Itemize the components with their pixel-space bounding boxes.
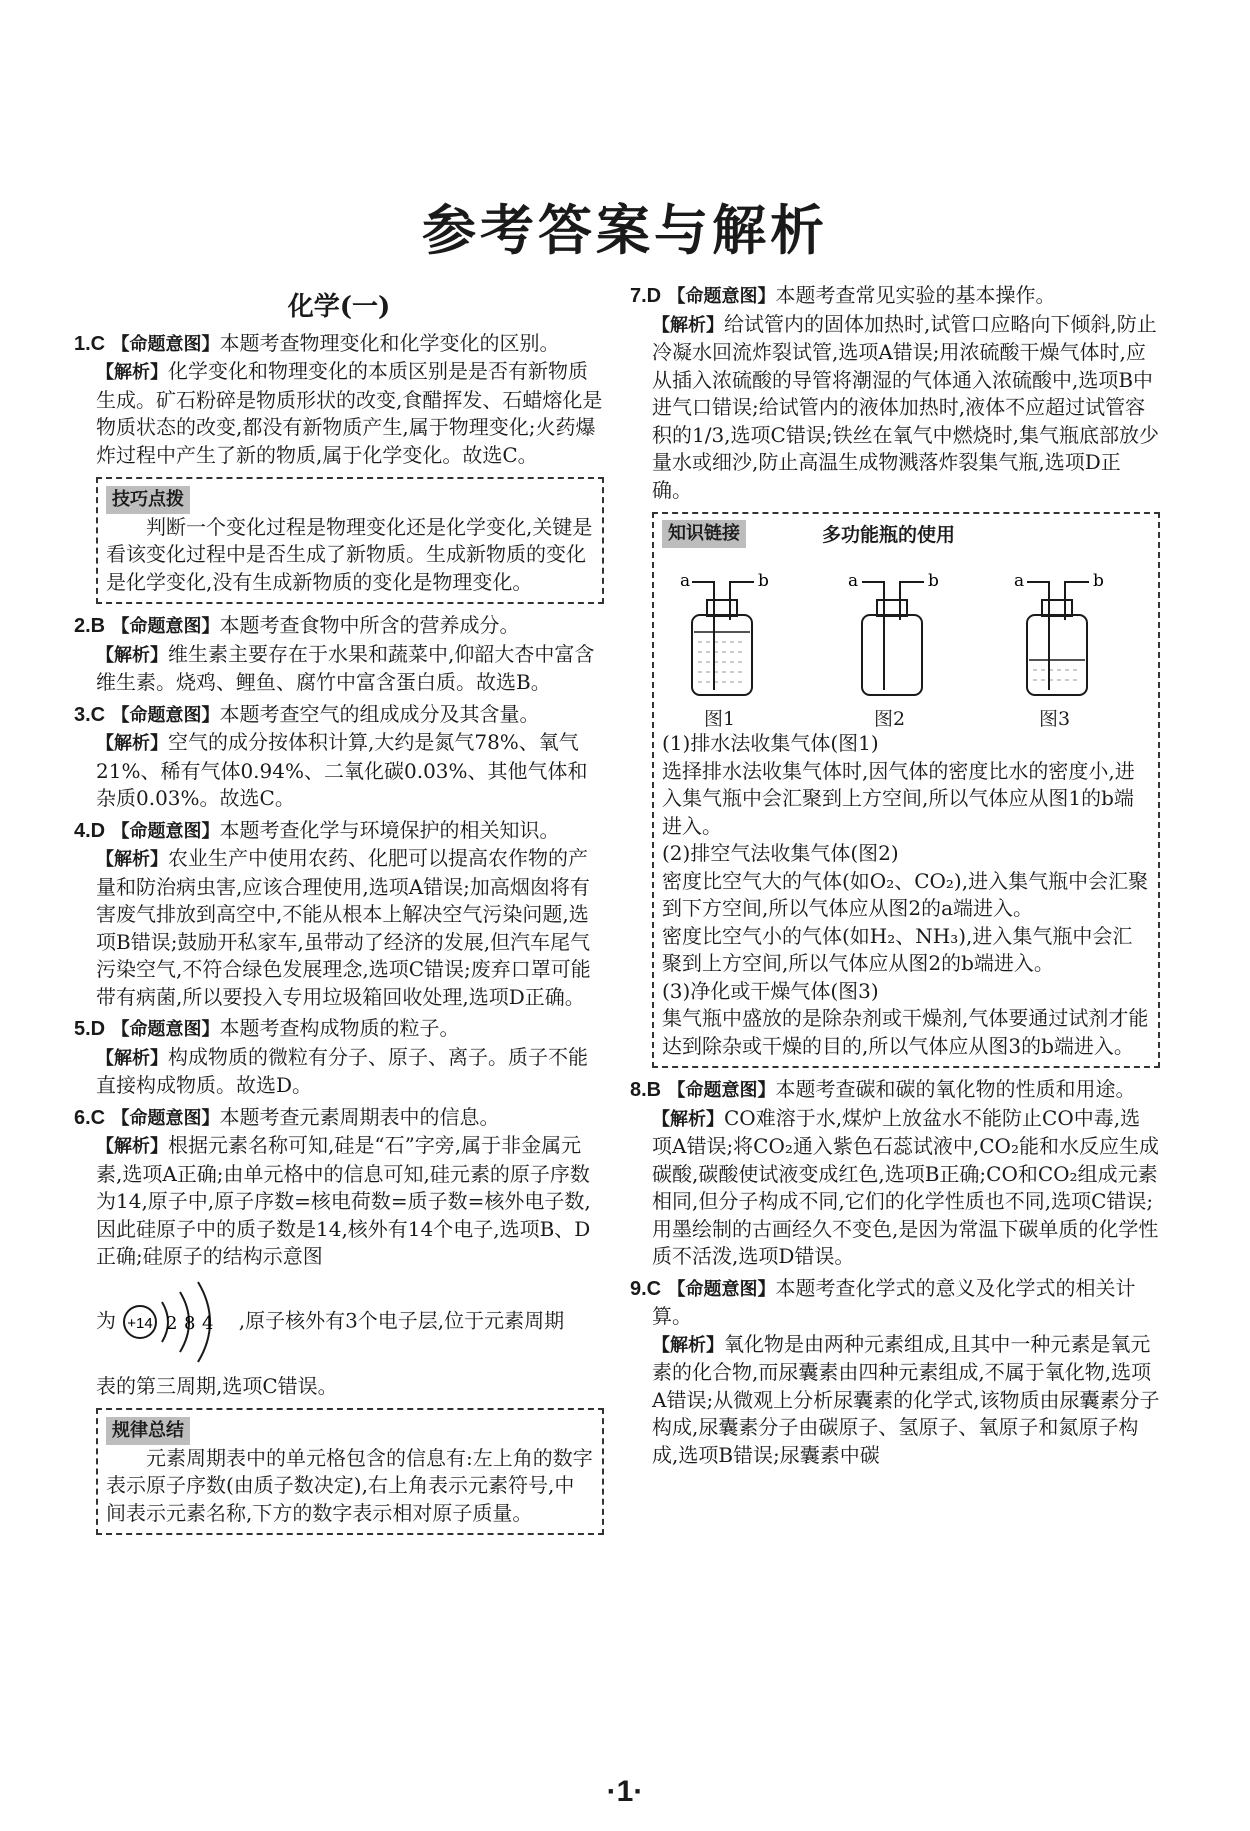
intent-tag: 【命题意图】 xyxy=(111,820,220,842)
tip-title: 规律总结 xyxy=(106,1417,190,1445)
intent-text: 本题考查元素周期表中的信息。 xyxy=(219,1104,500,1129)
answer-item-4 xyxy=(74,817,604,1012)
analysis-tag: 【解析】 xyxy=(96,644,168,666)
intent-tag: 【命题意图】 xyxy=(111,1107,220,1129)
analysis-tag: 【解析】 xyxy=(96,1136,168,1157)
answer-number: 6.C xyxy=(74,1106,106,1129)
intent-tag: 【命题意图】 xyxy=(667,1080,776,1101)
port-a-label: a xyxy=(680,571,691,591)
knowledge-p3-body: 集气瓶中盛放的是除杂剂或干燥剂,气体要通过试剂才能达到除杂或干燥的目的,所以气体应从图3的b端进入。 xyxy=(662,1006,1149,1058)
tip-body: 判断一个变化过程是物理变化还是化学变化,关键是看该变化过程中是否生成了新物质。生成新物质的变化是化学变化,没有生成新物质的变化是物理变化。 xyxy=(106,514,593,594)
analysis-tag: 【解析】 xyxy=(96,362,168,383)
section-title: 化学(一) xyxy=(287,292,391,322)
answer-item-7 xyxy=(630,282,1160,504)
port-a-label: a xyxy=(1014,571,1025,591)
tip-title: 知识链接 xyxy=(662,520,746,548)
port-b-label: b xyxy=(758,571,769,591)
intent-tag: 【命题意图】 xyxy=(667,1278,776,1300)
bottle-figure-1 xyxy=(680,571,769,695)
analysis-tag: 【解析】 xyxy=(652,1334,724,1356)
figure-caption-3: 图3 xyxy=(1039,708,1071,730)
right-column xyxy=(630,282,1160,1473)
left-column xyxy=(74,288,604,1543)
knowledge-p1-head: (1)排水法收集气体(图1) xyxy=(662,731,879,755)
answer-number: 9.C xyxy=(630,1277,662,1300)
intent-tag: 【命题意图】 xyxy=(111,1019,220,1040)
atom-shell-1: 2 xyxy=(166,1312,178,1334)
tip-box-rules xyxy=(96,1408,604,1535)
figure-title: 多功能瓶的使用 xyxy=(822,524,956,546)
bottle-figure xyxy=(662,520,1150,730)
bottle-figure-2 xyxy=(848,571,939,695)
answer-item-6: 6.C 【命题意图】本题考查元素周期表中的信息。 【解析】根据元素名称可知,硅是“石”字旁,属于非金属元素,选项A正确;由单元格中的信息可知,硅元素的原子序数为14,原子中,原子序数=核电荷数=质子数=核外电子数,因此硅原子中的质子数是14,核外有14个电子,选项B、D正确;硅原子的结构示意图 为 +14 2 8 4 ,原子核外有3个电子层,位于元素周期 表的第三周期,选项C错误。 xyxy=(74,1104,604,1401)
analysis-tail: 表的第三周期,选项C错误。 xyxy=(96,1373,338,1398)
analysis-text: 根据元素名称可知,硅是“石”字旁,属于非金属元素,选项A正确;由单元格中的信息可知,硅元素的原子序数为14,原子中,原子序数=核电荷数=质子数=核外电子数,因此硅原子中的质子数是14,核外有14个电子,选项B、D正确;硅原子的结构示意图 xyxy=(96,1133,591,1268)
answer-item-9 xyxy=(630,1275,1160,1470)
port-b-label: b xyxy=(1093,571,1104,591)
knowledge-p2-body2: 密度比空气小的气体(如H₂、NH₃),进入集气瓶中会汇聚到上方空间,所以气体应从图2的b端进入。 xyxy=(662,923,1133,975)
knowledge-p2-body1: 密度比空气大的气体(如O₂、CO₂),进入集气瓶中会汇聚到下方空间,所以气体应从图2的a端进入。 xyxy=(662,868,1149,920)
answer-number: 5.D xyxy=(74,1018,106,1040)
answer-item-1 xyxy=(74,330,604,470)
analysis-text: 给试管内的固体加热时,试管口应略向下倾斜,防止冷凝水回流炸裂试管,选项A错误;用浓硫酸干燥气体时,应从插入浓硫酸的导管将潮湿的气体通入浓硫酸中,选项B中进气口错误;给试管内的液体加热时,液体不应超过试管容积的1/3,选项C错误;铁丝在氧气中燃烧时,集气瓶底部放少量水或细沙,防止高温生成物溅落炸裂集气瓶,选项D正确。 xyxy=(652,311,1159,502)
tip-title: 技巧点拨 xyxy=(106,486,190,514)
intent-text: 本题考查常见实验的基本操作。 xyxy=(775,283,1056,307)
analysis-tag: 【解析】 xyxy=(652,314,724,336)
atom-shell-3: 4 xyxy=(202,1312,214,1334)
tip-box-skills xyxy=(96,477,604,604)
intent-tag: 【命题意图】 xyxy=(111,616,220,637)
answer-item-5 xyxy=(74,1015,604,1100)
answer-number: 3.C xyxy=(74,703,106,726)
atom-shell-2: 8 xyxy=(184,1312,196,1334)
figure-caption-1: 图1 xyxy=(704,708,736,730)
analysis-text: CO难溶于水,煤炉上放盆水不能防止CO中毒,选项A错误;将CO₂通入紫色石蕊试液中,CO₂能和水反应生成碳酸,碳酸使试液变成红色,选项B正确;CO和CO₂组成元素相同,但分子构成不同,它们的化学性质也不同,选项C错误;用墨绘制的古画经久不变色,是因为常温下碳单质的化学性质不活泼,选项D错误。 xyxy=(652,1105,1159,1268)
intent-tag: 【命题意图】 xyxy=(111,333,220,355)
analysis-tag: 【解析】 xyxy=(652,1108,724,1130)
tip-body: 元素周期表中的单元格包含的信息有:左上角的数字表示原子序数(由质子数决定),右上角表示元素符号,中间表示元素名称,下方的数字表示相对原子质量。 xyxy=(106,1445,593,1525)
answer-number: 1.C xyxy=(74,332,106,355)
answer-item-3 xyxy=(74,701,604,813)
analysis-text: 维生素主要存在于水果和蔬菜中,仰韶大杏中富含维生素。烧鸡、鲤鱼、腐竹中富含蛋白质。故选B。 xyxy=(96,641,595,694)
intent-text: 本题考查化学式的意义及化学式的相关计算。 xyxy=(652,1275,1136,1328)
port-b-label: b xyxy=(928,571,939,591)
page-number: ·1· xyxy=(606,1775,644,1808)
knowledge-p1-body: 选择排水法收集气体时,因气体的密度比水的密度小,进入集气瓶中会汇聚到上方空间,所以气体应从图1的b端进入。 xyxy=(662,758,1135,838)
analysis-text: 氧化物是由两种元素组成,且其中一种元素是氧元素的化合物,而尿囊素由四种元素组成,不属于氧化物,选项A错误;从微观上分析尿囊素的化学式,该物质由尿囊素分子构成,尿囊素分子由碳原子、氢原子、氧原子和氮原子构成,选项B错误;尿囊素中碳 xyxy=(652,1331,1160,1467)
knowledge-link-box xyxy=(652,512,1160,1068)
intent-text: 本题考查食物中所含的营养成分。 xyxy=(219,613,520,637)
knowledge-p3-head: (3)净化或干燥气体(图3) xyxy=(662,978,879,1003)
analysis-tag: 【解析】 xyxy=(96,733,168,754)
analysis-text: 农业生产中使用农药、化肥可以提高农作物的产量和防治病虫害,应该合理使用,选项A错误;加高烟囱将有害废气排放到高空中,不能从根本上解决空气污染问题,选项B错误;鼓励开私家车,虽带动了经济的发展,但汽车尾气污染空气,不符合绿色发展理念,选项C错误;废弃口罩可能带有病菌,所以要投入专用垃圾箱回收处理,选项D正确。 xyxy=(96,846,591,1009)
analysis-tag: 【解析】 xyxy=(96,849,168,870)
answer-number: 8.B xyxy=(630,1079,662,1101)
analysis-text: 化学变化和物理变化的本质区别是是否有新物质生成。矿石粉碎是物质形状的改变,食醋挥发、石蜡熔化是物质状态的改变,都没有新物质产生,属于物理变化;火药爆炸过程中产生了新的物质,属于化学变化。故选C。 xyxy=(96,359,603,467)
intent-tag: 【命题意图】 xyxy=(667,286,776,307)
analysis-text: 构成物质的微粒有分子、原子、离子。质子不能直接构成物质。故选D。 xyxy=(96,1044,588,1097)
intent-text: 本题考查化学与环境保护的相关知识。 xyxy=(219,817,560,842)
intent-tag: 【命题意图】 xyxy=(111,704,220,726)
intent-text: 本题考查碳和碳的氧化物的性质和用途。 xyxy=(775,1077,1136,1101)
analysis-tag: 【解析】 xyxy=(96,1047,168,1069)
answer-item-8 xyxy=(630,1076,1160,1271)
atom-nucleus: +14 xyxy=(127,1314,154,1332)
answer-number: 4.D xyxy=(74,819,106,842)
bottle-figure-3 xyxy=(1014,571,1104,695)
atom-structure-diagram xyxy=(122,1277,232,1367)
answer-number: 7.D xyxy=(630,285,662,307)
intent-text: 本题考查物理变化和化学变化的区别。 xyxy=(219,330,560,355)
intent-text: 本题考查空气的组成成分及其含量。 xyxy=(219,701,540,726)
figure-caption-2: 图2 xyxy=(874,708,906,730)
answer-item-2 xyxy=(74,612,604,697)
bottle-diagrams xyxy=(662,520,1162,705)
port-a-label: a xyxy=(848,571,859,591)
knowledge-p2-head: (2)排空气法收集气体(图2) xyxy=(662,841,899,865)
analysis-text: 空气的成分按体积计算,大约是氮气78%、氧气21%、稀有气体0.94%、二氧化碳0.03%、其他气体和杂质0.03%。故选C。 xyxy=(96,730,588,810)
answer-number: 2.B xyxy=(74,615,106,637)
page-title: 参考答案与解析 xyxy=(422,198,828,262)
intent-text: 本题考查构成物质的粒子。 xyxy=(219,1016,460,1040)
